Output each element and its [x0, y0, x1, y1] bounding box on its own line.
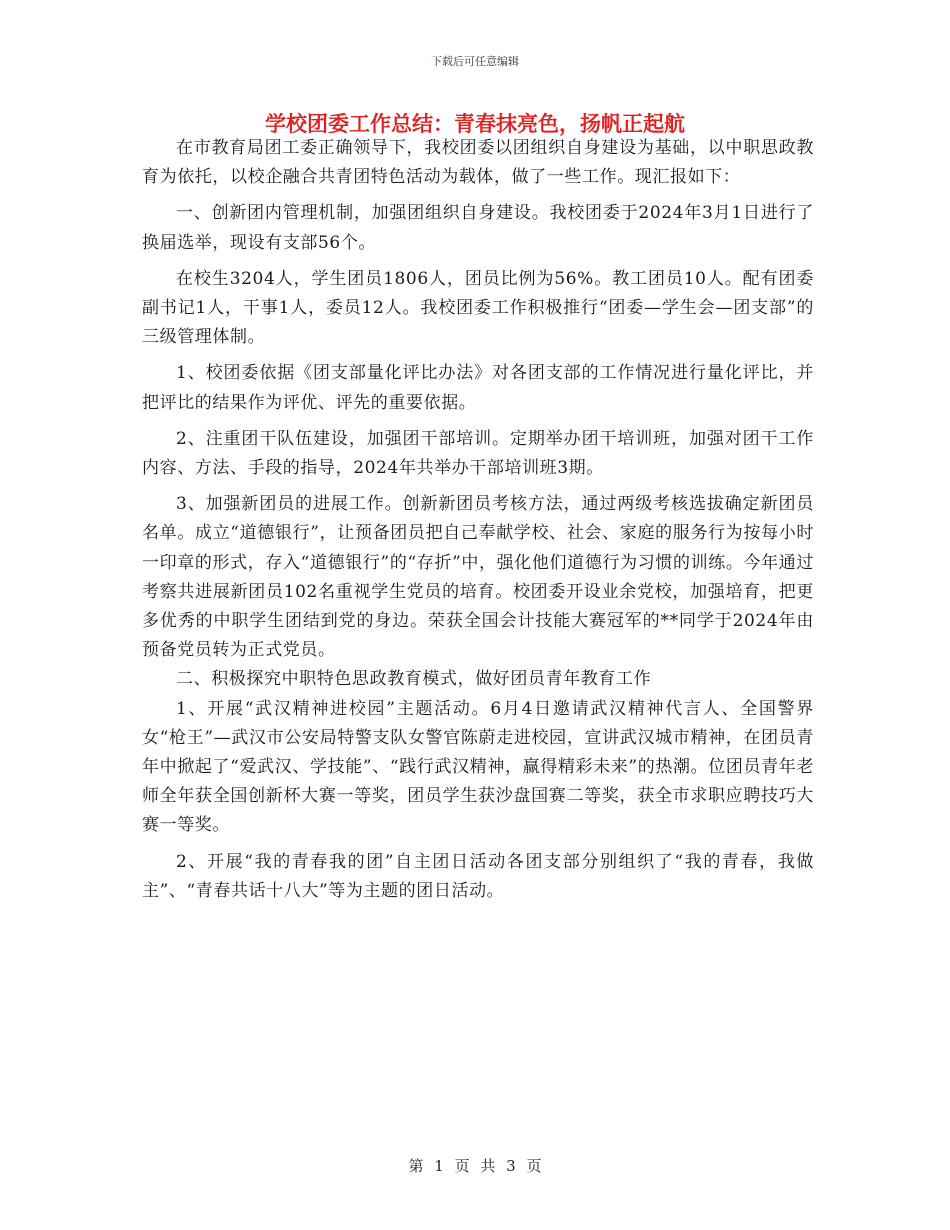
document-body	[142, 134, 814, 906]
paragraph-item-1-1: 1、校团委依据《团支部量化评比办法》对各团支部的工作情况进行量化评比，并把评比的结果作为评优、评先的重要依据。	[142, 363, 814, 413]
document-title: 学校团委工作总结：青春抹亮色，扬帆正起航	[265, 111, 685, 136]
paragraph-section-2: 二、积极探究中职特色思政教育模式，做好团员青年教育工作	[176, 669, 652, 690]
paragraph-item-2-2: 2、开展“我的青春我的团”自主团日活动各团支部分别组织了“我的青春，我做主”、“青春共话十八大”等为主题的团日活动。	[142, 851, 814, 901]
header-note: 下载后可任意编辑	[431, 55, 519, 68]
paragraph-membership-stats: 在校生3204人，学生团员1806人，团员比例为56%。教工团员10人。配有团委副书记1人，干事1人，委员12人。我校团委工作积极推行“团委—学生会—团支部”的三级管理体制。	[142, 268, 814, 348]
paragraph-item-2-1: 1、开展“武汉精神进校园”主题活动。6月4日邀请武汉精神代言人、全国警界女“枪王”—武汉市公安局特警支队女警官陈蔚走进校园，宣讲武汉城市精神，在团员青年中掀起了“爱武汉、学技能”、“践行武汉精神，赢得精彩未来”的热潮。位团员青年老师全年获全国创新杯大赛一等奖，团员学生获沙盘国赛二等奖，获全市求职应聘技巧大赛一等奖。	[142, 698, 814, 836]
paragraph-intro: 在市教育局团工委正确领导下，我校团委以团组织自身建设为基础，以中职思政教育为依托，以校企融合共青团特色活动为载体，做了一些工作。现汇报如下：	[142, 138, 814, 188]
paragraph-section-1: 一、创新团内管理机制，加强团组织自身建设。我校团委于2024年3月1日进行了换届选举，现设有支部56个。	[142, 203, 814, 253]
paragraph-item-1-3: 3、加强新团员的进展工作。创新新团员考核方法，通过两级考核选拔确定新团员名单。成立“道德银行”，让预备团员把自己奉献学校、社会、家庭的服务行为按每小时一印章的形式，存入“道德银行”的“存折”中，强化他们道德行为习惯的训练。今年通过考察共进展新团员102名重视学生党员的培育。校团委开设业余党校，加强培育，把更多优秀的中职学生团结到党的身边。荣获全国会计技能大赛冠军的**同学于2024年由预备党员转为正式党员。	[142, 494, 814, 661]
paragraph-item-1-2: 2、注重团干队伍建设，加强团干部培训。定期举办团干培训班，加强对团干工作内容、方法、手段的指导，2024年共举办干部培训班3期。	[142, 428, 814, 479]
page-footer: 第 1 页 共 3 页	[408, 1157, 542, 1175]
